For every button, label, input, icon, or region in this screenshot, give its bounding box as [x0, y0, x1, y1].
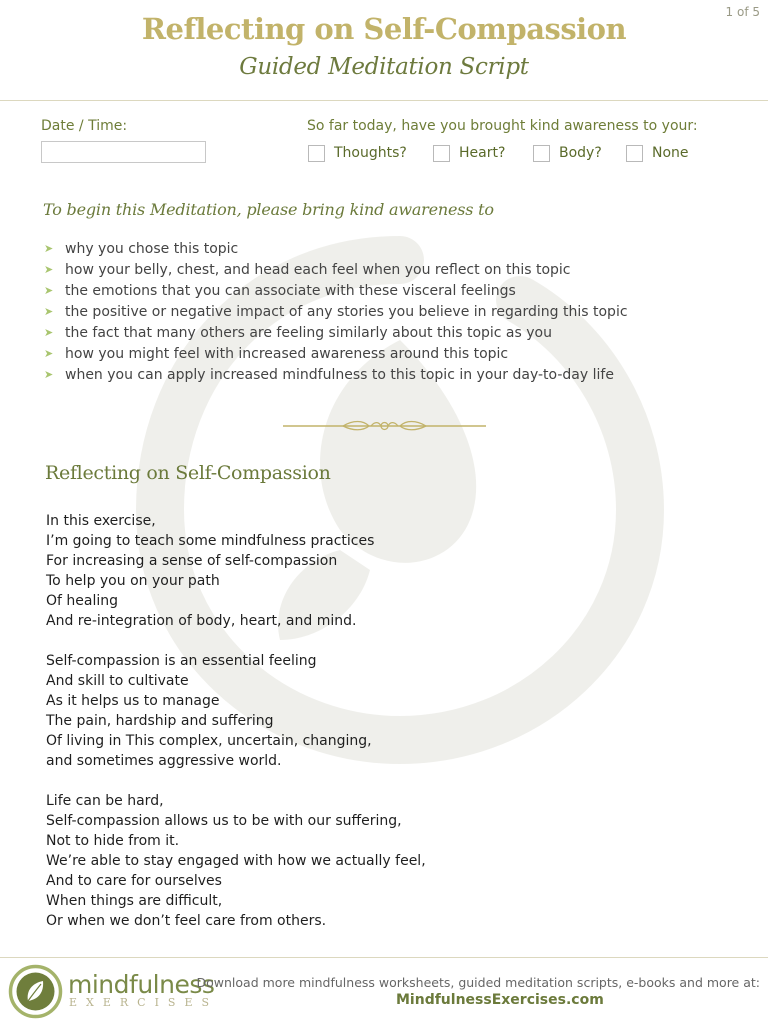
- footer-divider: [0, 957, 768, 958]
- list-item-text: the emotions that you can associate with these visceral feelings: [65, 282, 516, 299]
- list-item-text: the fact that many others are feeling similarly about this topic as you: [65, 324, 552, 341]
- stanza: [46, 651, 426, 771]
- arrow-bullet-icon: ➤: [44, 242, 54, 255]
- list-item: [44, 343, 628, 364]
- none-checkbox[interactable]: [626, 143, 689, 163]
- list-item: [44, 322, 628, 343]
- footer-text: Download more mindfulness worksheets, guided meditation scripts, e-books and more at:: [196, 975, 760, 990]
- meditation-script: [46, 511, 426, 951]
- script-line: Life can be hard,: [46, 793, 164, 809]
- checkbox-box[interactable]: [626, 145, 643, 162]
- list-item-text: the positive or negative impact of any stories you believe in regarding this topic: [65, 303, 628, 320]
- checkbox-label: Body?: [559, 145, 602, 161]
- checkbox-box[interactable]: [533, 145, 550, 162]
- script-line: And re-integration of body, heart, and mind.: [46, 613, 357, 629]
- heart-checkbox[interactable]: [433, 143, 505, 163]
- script-line: Self-compassion allows us to be with our suffering,: [46, 813, 402, 829]
- arrow-bullet-icon: ➤: [44, 347, 54, 360]
- leaf-logo-icon: [8, 964, 63, 1019]
- section-heading: Reflecting on Self-Compassion: [45, 462, 331, 484]
- arrow-bullet-icon: ➤: [44, 326, 54, 339]
- script-line: Of living in This complex, uncertain, changing,: [46, 733, 372, 749]
- date-time-field[interactable]: [41, 141, 206, 163]
- website-link[interactable]: MindfulnessExercises.com: [396, 992, 604, 1008]
- list-item-text: how your belly, chest, and head each feel when you reflect on this topic: [65, 261, 571, 278]
- script-line: And to care for ourselves: [46, 873, 222, 889]
- stanza: [46, 791, 426, 931]
- checkbox-label: Heart?: [459, 145, 506, 161]
- page-subtitle: Guided Meditation Script: [239, 54, 529, 80]
- script-line: Not to hide from it.: [46, 833, 180, 849]
- script-line: Or when we don’t feel care from others.: [46, 913, 327, 929]
- page-title: Reflecting on Self-Compassion: [141, 12, 627, 46]
- script-line: And skill to cultivate: [46, 673, 189, 689]
- body-checkbox[interactable]: [533, 143, 602, 163]
- page-number: 1 of 5: [725, 5, 760, 19]
- intro-heading: To begin this Meditation, please bring kind awareness to: [43, 200, 494, 219]
- ornament-divider: [283, 419, 486, 433]
- stanza: [46, 511, 426, 631]
- script-line: I’m going to teach some mindfulness practices: [46, 533, 375, 549]
- script-line: We’re able to stay engaged with how we actually feel,: [46, 853, 426, 869]
- script-line: When things are difficult,: [46, 893, 223, 909]
- awareness-list: [44, 238, 628, 385]
- logo-subtext: EXERCISES: [69, 996, 219, 1009]
- list-item-text: why you chose this topic: [65, 240, 239, 257]
- script-line: To help you on your path: [46, 573, 220, 589]
- awareness-question: So far today, have you brought kind awareness to your:: [307, 118, 698, 134]
- list-item: [44, 259, 628, 280]
- list-item-text: when you can apply increased mindfulness to this topic in your day-to-day life: [65, 366, 614, 383]
- arrow-bullet-icon: ➤: [44, 284, 54, 297]
- list-item-text: how you might feel with increased awareness around this topic: [65, 345, 509, 362]
- arrow-bullet-icon: ➤: [44, 263, 54, 276]
- list-item: [44, 301, 628, 322]
- list-item: [44, 280, 628, 301]
- list-item: [44, 238, 628, 259]
- checkbox-label: Thoughts?: [334, 145, 407, 161]
- script-line: and sometimes aggressive world.: [46, 753, 282, 769]
- script-line: Self-compassion is an essential feeling: [46, 653, 317, 669]
- script-line: The pain, hardship and suffering: [46, 713, 274, 729]
- arrow-bullet-icon: ➤: [44, 305, 54, 318]
- list-item: [44, 364, 628, 385]
- arrow-bullet-icon: ➤: [44, 368, 54, 381]
- logo-wordmark: mindfulness: [68, 970, 215, 999]
- checkbox-box[interactable]: [308, 145, 325, 162]
- date-time-label: Date / Time:: [41, 118, 128, 134]
- script-line: Of healing: [46, 593, 119, 609]
- script-line: In this exercise,: [46, 513, 156, 529]
- checkbox-box[interactable]: [433, 145, 450, 162]
- checkbox-label: None: [652, 145, 689, 161]
- script-line: For increasing a sense of self-compassion: [46, 553, 338, 569]
- script-line: As it helps us to manage: [46, 693, 220, 709]
- thoughts-checkbox[interactable]: [308, 143, 407, 163]
- header-divider: [0, 100, 768, 101]
